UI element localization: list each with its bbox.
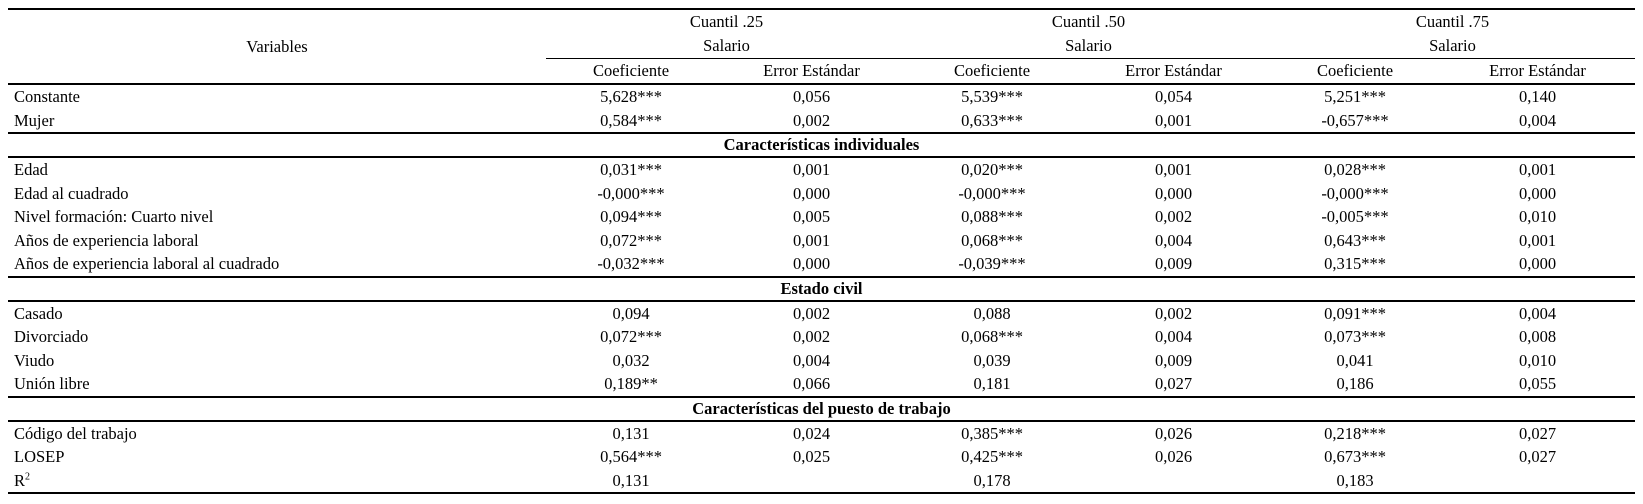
section-title: Estado civil xyxy=(8,277,1635,301)
cell-value: 0,094*** xyxy=(600,207,662,226)
cell-value: 0,004 xyxy=(1518,110,1557,130)
cell-value: 0,001 xyxy=(792,230,831,250)
row-label: Nivel formación: Cuarto nivel xyxy=(14,207,214,226)
cell-value: 0,001 xyxy=(1154,110,1193,130)
se-header: Error Estándar xyxy=(1489,61,1586,81)
table-row xyxy=(8,445,1635,469)
se-header: Error Estándar xyxy=(1125,61,1222,81)
cell-value: 0,001 xyxy=(1154,160,1193,179)
cell-value: 0,189** xyxy=(604,374,658,393)
cell-value: 0,024 xyxy=(792,423,831,443)
cell-value: 0,000 xyxy=(792,183,831,203)
cell-value: 0,001 xyxy=(792,160,831,179)
empty-cell xyxy=(1440,469,1635,494)
section-title: Características individuales xyxy=(8,133,1635,157)
cell-value: 0,020*** xyxy=(961,160,1023,179)
cell-value: 0,000 xyxy=(792,254,831,273)
section-header-row xyxy=(8,277,1635,301)
cell-value: 0,009 xyxy=(1154,350,1193,370)
row-label: Divorciado xyxy=(14,327,89,346)
row-label: Años de experiencia laboral al cuadrado xyxy=(14,254,280,273)
table-row xyxy=(8,349,1635,373)
coef-header: Coeficiente xyxy=(592,61,670,81)
cell-value: 0,088*** xyxy=(961,207,1023,226)
r-label: R xyxy=(14,470,26,490)
table-row xyxy=(8,205,1635,229)
cell-value: 0,027 xyxy=(1518,447,1557,466)
cell-value: 5,539*** xyxy=(961,87,1023,106)
row-label: Edad al cuadrado xyxy=(14,183,129,203)
row-label: Casado xyxy=(14,303,63,323)
table-row xyxy=(8,372,1635,397)
r-squared-value: 0,131 xyxy=(546,469,716,494)
se-header: Error Estándar xyxy=(763,61,860,81)
table-row xyxy=(8,157,1635,182)
cell-value: 0,031*** xyxy=(600,160,662,179)
cell-value: 0,054 xyxy=(1154,87,1193,106)
cell-value: 0,001 xyxy=(1518,230,1557,250)
cell-value: -0,000*** xyxy=(958,183,1026,203)
cell-value: 0,564*** xyxy=(600,447,662,466)
row-label: Mujer xyxy=(14,110,55,130)
cell-value: 0,425*** xyxy=(961,447,1023,466)
cell-value: 0,025 xyxy=(792,447,831,466)
cell-value: 0,004 xyxy=(1154,230,1193,250)
row-label: Viudo xyxy=(14,350,55,370)
quantile-25-header: Cuantil .25 xyxy=(689,12,764,32)
cell-value: 0,004 xyxy=(1518,303,1557,323)
row-label: Código del trabajo xyxy=(14,423,137,443)
cell-value: 0,000 xyxy=(1154,183,1193,203)
table-row xyxy=(8,325,1635,349)
section-header-row xyxy=(8,397,1635,421)
cell-value: 0,004 xyxy=(1154,327,1193,346)
cell-value: 5,251*** xyxy=(1324,87,1386,106)
cell-value: 0,027 xyxy=(1518,423,1557,443)
cell-value: 0,004 xyxy=(792,350,831,370)
cell-value: 0,068*** xyxy=(961,327,1023,346)
cell-value: 5,628*** xyxy=(600,87,662,106)
section-header-row xyxy=(8,133,1635,157)
cell-value: 0,028*** xyxy=(1324,160,1386,179)
table-row xyxy=(8,84,1635,109)
table-row xyxy=(8,252,1635,277)
cell-value: 0,039 xyxy=(973,350,1011,370)
variables-header: Variables xyxy=(8,9,546,84)
cell-value: 0,009 xyxy=(1154,254,1193,273)
cell-value: 0,026 xyxy=(1154,423,1193,443)
cell-value: 0,584*** xyxy=(600,110,662,130)
cell-value: 0,073*** xyxy=(1324,327,1386,346)
cell-value: 0,010 xyxy=(1518,350,1557,370)
quantile-75-header: Cuantil .75 xyxy=(1415,12,1490,32)
cell-value: 0,066 xyxy=(792,374,831,393)
cell-value: -0,032*** xyxy=(597,254,665,273)
r-superscript: 2 xyxy=(25,471,31,482)
cell-value: -0,005*** xyxy=(1321,207,1389,226)
r-squared-label xyxy=(8,469,546,494)
r-squared-row xyxy=(8,469,1635,494)
cell-value: 0,008 xyxy=(1518,327,1557,346)
cell-value: -0,000*** xyxy=(1321,183,1389,203)
cell-value: 0,218*** xyxy=(1324,423,1386,443)
section-title: Características del puesto de trabajo xyxy=(8,397,1635,421)
cell-value: 0,385*** xyxy=(961,423,1023,443)
cell-value: -0,000*** xyxy=(597,183,665,203)
row-label: LOSEP xyxy=(14,447,65,466)
r-squared-value: 0,183 xyxy=(1270,469,1440,494)
cell-value: 0,673*** xyxy=(1324,447,1386,466)
cell-value: 0,026 xyxy=(1154,447,1193,466)
cell-value: 0,088 xyxy=(973,303,1011,323)
regression-table xyxy=(8,8,1635,494)
cell-value: 0,072*** xyxy=(600,230,662,250)
r-squared-value: 0,178 xyxy=(907,469,1077,494)
cell-value: 0,315*** xyxy=(1324,254,1386,273)
dep-var-75: Salario xyxy=(1270,34,1635,59)
quantile-50-header: Cuantil .50 xyxy=(1051,12,1126,32)
cell-value: 0,000 xyxy=(1518,183,1557,203)
cell-value: 0,643*** xyxy=(1324,230,1386,250)
table-row xyxy=(8,182,1635,206)
cell-value: 0,002 xyxy=(1154,207,1193,226)
cell-value: 0,000 xyxy=(1518,254,1557,273)
cell-value: -0,039*** xyxy=(958,254,1026,273)
cell-value: 0,091*** xyxy=(1324,303,1386,323)
cell-value: 0,140 xyxy=(1518,87,1557,106)
cell-value: 0,633*** xyxy=(961,110,1023,130)
cell-value: 0,002 xyxy=(792,303,831,323)
row-label: Unión libre xyxy=(14,374,90,393)
dep-var-25: Salario xyxy=(546,34,907,59)
table-row xyxy=(8,109,1635,134)
cell-value: 0,002 xyxy=(792,327,831,346)
row-label: Años de experiencia laboral xyxy=(14,230,199,250)
cell-value: -0,657*** xyxy=(1321,110,1389,130)
cell-value: 0,005 xyxy=(792,207,831,226)
row-label: Constante xyxy=(14,87,80,106)
cell-value: 0,056 xyxy=(792,87,831,106)
coef-header: Coeficiente xyxy=(1316,61,1394,81)
cell-value: 0,181 xyxy=(973,374,1011,393)
cell-value: 0,041 xyxy=(1336,350,1374,370)
cell-value: 0,186 xyxy=(1336,374,1374,393)
row-label: Edad xyxy=(14,160,48,179)
coef-header: Coeficiente xyxy=(953,61,1031,81)
regression-table-container xyxy=(8,8,1635,494)
cell-value: 0,131 xyxy=(612,423,650,443)
dep-var-50: Salario xyxy=(907,34,1270,59)
cell-value: 0,010 xyxy=(1518,207,1557,226)
cell-value: 0,055 xyxy=(1518,374,1557,393)
cell-value: 0,027 xyxy=(1154,374,1193,393)
table-row xyxy=(8,421,1635,446)
empty-cell xyxy=(716,469,907,494)
cell-value: 0,002 xyxy=(792,110,831,130)
cell-value: 0,072*** xyxy=(600,327,662,346)
cell-value: 0,094 xyxy=(612,303,650,323)
cell-value: 0,068*** xyxy=(961,230,1023,250)
cell-value: 0,002 xyxy=(1154,303,1193,323)
cell-value: 0,032 xyxy=(612,350,650,370)
table-row xyxy=(8,229,1635,253)
empty-cell xyxy=(1077,469,1270,494)
cell-value: 0,001 xyxy=(1518,160,1557,179)
table-row xyxy=(8,301,1635,326)
